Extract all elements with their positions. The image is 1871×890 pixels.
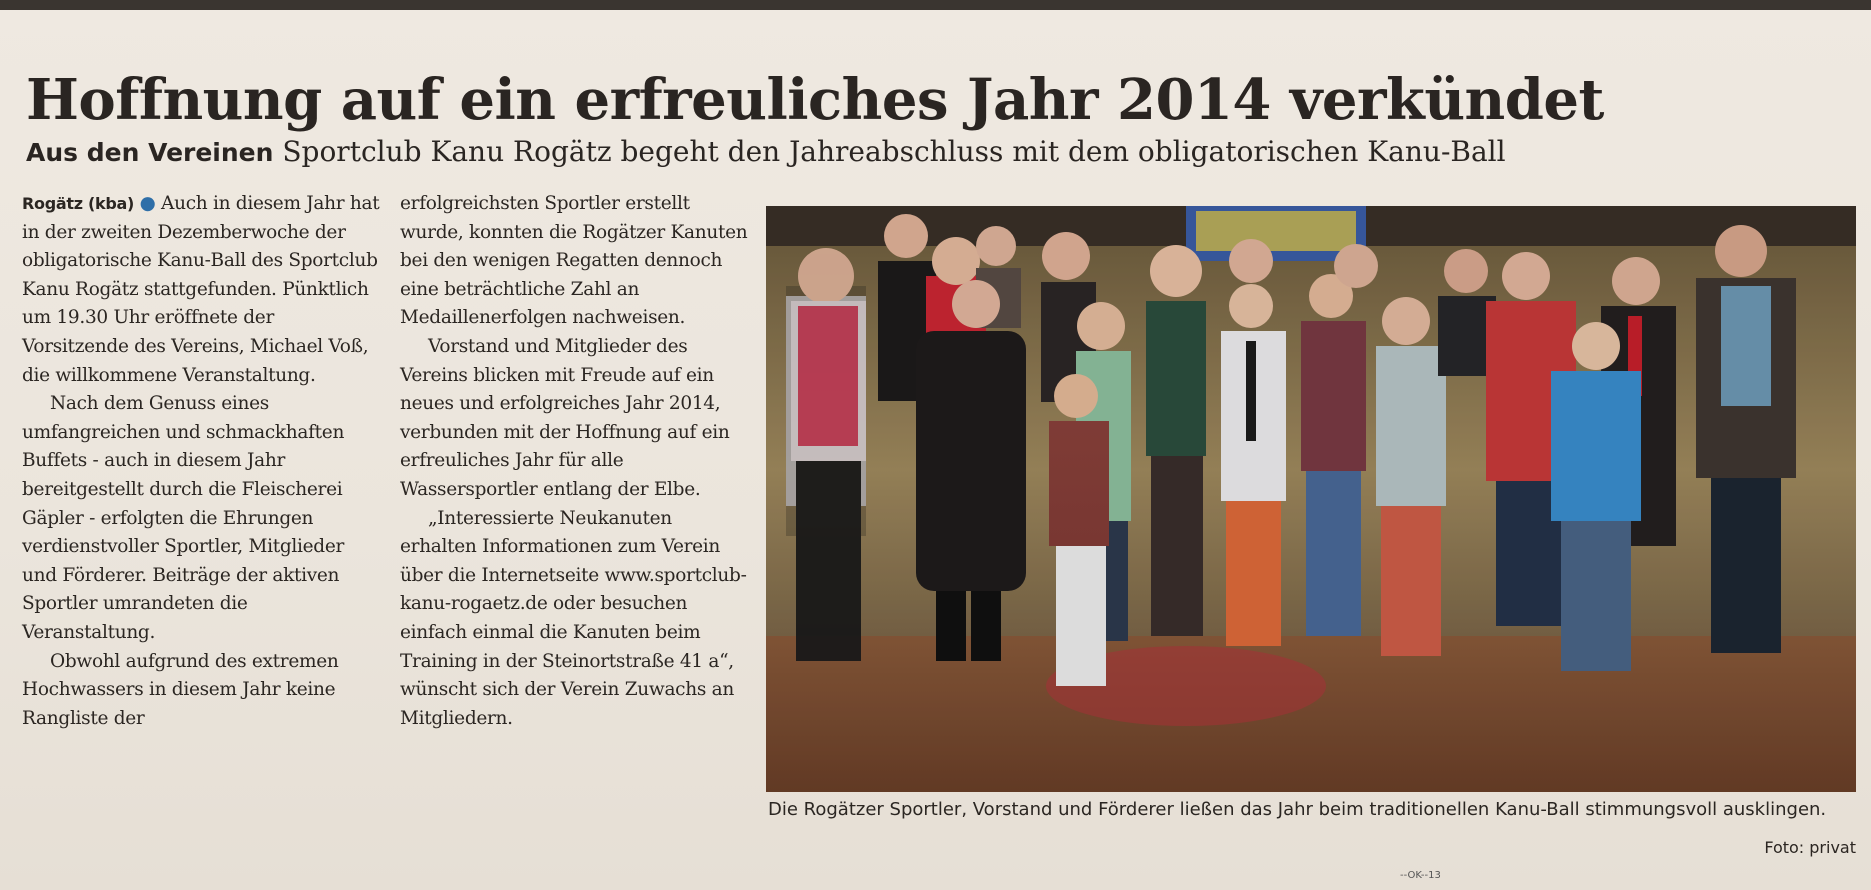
paragraph: erfolgreichsten Sportler erstellt wurde, konnten die Rogätzer Kanuten bei den wenigen Regatten dennoch eine beträchtliche Zahl an Medaillenerfolgen nachweisen.: [400, 193, 748, 329]
text-column-1: [22, 190, 382, 733]
section-kicker: Aus den Vereinen: [26, 138, 274, 167]
text-column-2: [400, 190, 750, 733]
paragraph: Obwohl aufgrund des extremen Hochwassers in diesem Jahr keine Rangliste der: [22, 650, 339, 729]
lead-text: Auch in diesem Jahr hat in der zweiten Dezemberwoche der obligatorische Kanu-Ball des Sportclub Kanu Rogätz stattgefunden. Pünktlich um 19.30 Uhr eröffnete der Vorsitzende des Vereins, Michael Voß, die willkommene Veranstaltung.: [22, 193, 380, 386]
group-photo: [766, 206, 1856, 792]
paragraph: Vorstand und Mitglieder des Vereins blicken mit Freude auf ein neues und erfolgreiches Jahr 2014, verbunden mit der Hoffnung auf ein erfreuliches Jahr für alle Wassersportler entlang der Elbe.: [400, 335, 730, 500]
scan-edge: [0, 0, 1871, 10]
photo-credit: Foto: privat: [1764, 838, 1856, 857]
group-photo-illustration: [766, 206, 1856, 792]
article-deck: Sportclub Kanu Rogätz begeht den Jahreabschluss mit dem obligatorischen Kanu-Ball: [282, 135, 1506, 168]
paragraph: Nach dem Genuss eines umfangreichen und schmackhaften Buffets - auch in diesem Jahr bereitgestellt durch die Fleischerei Gäpler - erfolgten die Ehrungen verdienstvoller Sportler, Mitglieder und Förderer. Beiträge der aktiven Sportler umrandeten die Veranstaltung.: [22, 393, 345, 643]
photo-caption: Die Rogätzer Sportler, Vorstand und Förderer ließen das Jahr beim traditionellen Kanu-Ball stimmungsvoll ausklingen.: [768, 799, 1827, 820]
lead-paragraph: [22, 190, 382, 390]
dateline: Rogätz (kba): [22, 194, 135, 213]
paragraph: „Interessierte Neukanuten erhalten Informationen zum Verein über die Internetseite www.sportclub-kanu-rogaetz.de oder besuchen einfach einmal die Kanuten beim Training in der Steinortstraße 41 a“, wünscht sich der Verein Zuwachs an Mitgliedern.: [400, 507, 747, 729]
article-headline: Hoffnung auf ein erfreuliches Jahr 2014 verkündet: [26, 66, 1604, 133]
article-subline: [26, 135, 1846, 170]
bullet-icon: ●: [139, 193, 156, 214]
page-folio: --OK--13: [1400, 870, 1441, 881]
